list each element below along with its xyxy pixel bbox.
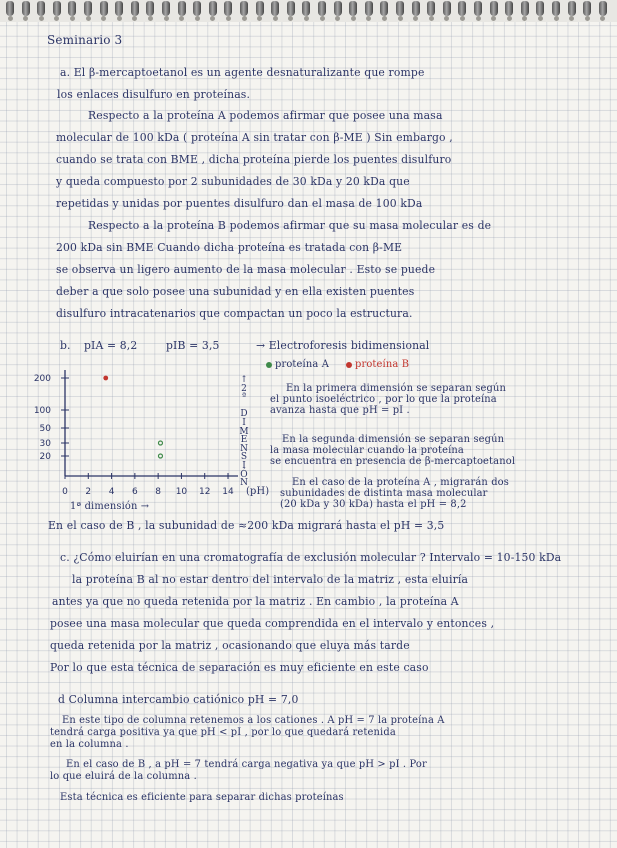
chart-points: [103, 376, 162, 458]
x-tick-label: 8: [155, 487, 162, 497]
section-a-line: repetidas y unidas por puentes disulfuro dan el masa de 100 kDa: [56, 197, 423, 210]
section-a-line: disulfuro intracatenarios que compactan un poco la estructura.: [56, 307, 413, 320]
section-c-line: antes ya que no queda retenida por la matriz . En cambio , la proteína A: [52, 595, 459, 608]
section-b-label: b.: [60, 339, 71, 352]
section-c-line: Por lo que esta técnica de separación es muy eficiente en este caso: [50, 661, 429, 674]
dimension-2-label: [239, 376, 249, 488]
dimension-2-char: M: [239, 426, 249, 437]
page-title: Seminario 3: [47, 33, 123, 47]
x-tick-label: 10: [175, 487, 188, 497]
section-a-line: se observa un ligero aumento de la masa molecular . Esto se puede: [56, 263, 436, 276]
axis-unit-label: (pH): [246, 486, 270, 497]
paragraph-line: (20 kDa y 30 kDa) hasta el pH = 8,2: [280, 499, 467, 510]
section-c-line: posee una masa molecular que queda comprendida en el intervalo y entonces ,: [50, 617, 495, 630]
method-label: → Electroforesis bidimensional: [256, 339, 430, 352]
x-tick-label: 14: [222, 487, 234, 497]
section-a-line: y queda compuesto por 2 subunidades de 30 kDa y 20 kDa que: [56, 175, 410, 188]
section-d-line: en la columna .: [50, 739, 129, 750]
legend-label: proteína B: [355, 359, 410, 370]
section-c-line: c. ¿Cómo eluirían en una cromatografía de exclusión molecular ? Intervalo = 10-150 kDa: [60, 551, 562, 564]
section-a-line: molecular de 100 kDa ( proteína A sin tratar con β-ME ) Sin embargo ,: [56, 131, 453, 144]
paragraph-line: el punto isoeléctrico , por lo que la proteína: [270, 394, 497, 405]
section-a-line: a. El β-mercaptoetanol es un agente desnaturalizante que rompe: [60, 66, 425, 79]
pi-b-value: pIB = 3,5: [166, 339, 220, 352]
dimension-2-char: ª: [241, 392, 247, 403]
paragraph-line: avanza hasta que pH = pI .: [270, 405, 410, 416]
section-c-line: queda retenida por la matriz , ocasionando que eluya más tarde: [50, 639, 410, 652]
section-a-line: Respecto a la proteína A podemos afirmar que posee una masa: [88, 109, 443, 122]
section-d-line: Esta técnica es eficiente para separar dichas proteínas: [60, 792, 344, 803]
dimension-2-char: Ó: [240, 469, 248, 480]
dimension-2-char: 2: [241, 383, 247, 394]
data-point: [103, 376, 108, 381]
section-b-conclusion: En el caso de B , la subunidad de ≈200 kDa migrará hasta el pH = 3,5: [48, 519, 445, 532]
y-tick-label: 50: [39, 424, 51, 434]
data-point: [158, 454, 162, 458]
x-tick-label: 0: [62, 487, 68, 497]
section-a-line: 200 kDa sin BME Cuando dicha proteína es tratada con β-ME: [56, 241, 403, 254]
section-d-line: lo que eluirá de la columna .: [50, 771, 197, 782]
x-tick-label: 12: [198, 487, 211, 497]
section-d-line: En el caso de B , a pH = 7 tendrá carga negativa ya que pH > pI . Por: [66, 759, 427, 770]
legend-label: proteína A: [275, 359, 329, 370]
section-a-line: los enlaces disulfuro en proteínas.: [57, 88, 251, 101]
paragraph-line: la masa molecular cuando la proteína: [270, 445, 464, 456]
x-tick-label: 4: [108, 487, 115, 497]
paragraph-line: En la primera dimensión se separan según: [286, 383, 506, 394]
data-point: [158, 441, 162, 445]
section-c-line: la proteína B al no estar dentro del intervalo de la matriz , esta eluiría: [72, 573, 469, 586]
dimension-2-char: I: [242, 460, 246, 471]
x-tick-label: 6: [131, 487, 138, 497]
chart-ticks: [34, 374, 234, 497]
section-a-line: cuando se trata con BME , dicha proteína pierde los puentes disulfuro: [56, 153, 452, 166]
chart-frame: [65, 370, 238, 476]
dimension-2-char: D: [240, 409, 248, 420]
section-d-heading: d Columna intercambio catiónico pH = 7,0: [58, 693, 299, 706]
section-a-line: Respecto a la proteína B podemos afirmar que su masa molecular es de: [88, 219, 492, 232]
dimension-2-char: E: [240, 435, 248, 446]
up-arrow-icon: ↑: [240, 375, 248, 385]
dimension-2-char: N: [240, 443, 248, 454]
paragraph-line: En la segunda dimensión se separan según: [282, 434, 505, 445]
section-d-line: En este tipo de columna retenemos a los cationes . A pH = 7 la proteína A: [62, 715, 445, 726]
section-a-line: deber a que solo posee una subunidad y en ella existen puentes: [56, 285, 415, 298]
pi-a-value: pIA = 8,2: [84, 339, 138, 352]
y-tick-label: 30: [39, 439, 51, 449]
y-tick-label: 20: [39, 452, 51, 462]
y-tick-label: 200: [33, 374, 51, 384]
y-tick-label: 100: [33, 406, 51, 416]
paragraph-line: En el caso de la proteína A , migrarán dos: [292, 477, 509, 488]
paragraph-line: subunidades de distinta masa molecular: [280, 488, 488, 499]
section-d-line: tendrá carga positiva ya que pH < pI , por lo que quedará retenida: [50, 727, 396, 738]
dimension-2-char: I: [242, 417, 246, 428]
x-tick-label: 2: [85, 487, 92, 497]
dimension-1-label: 1ª dimensión →: [70, 501, 150, 512]
dimension-2-char: N: [240, 478, 248, 489]
paragraph-line: se encuentra en presencia de β-mercaptoetanol: [270, 456, 516, 467]
dimension-2-char: S: [240, 452, 248, 463]
